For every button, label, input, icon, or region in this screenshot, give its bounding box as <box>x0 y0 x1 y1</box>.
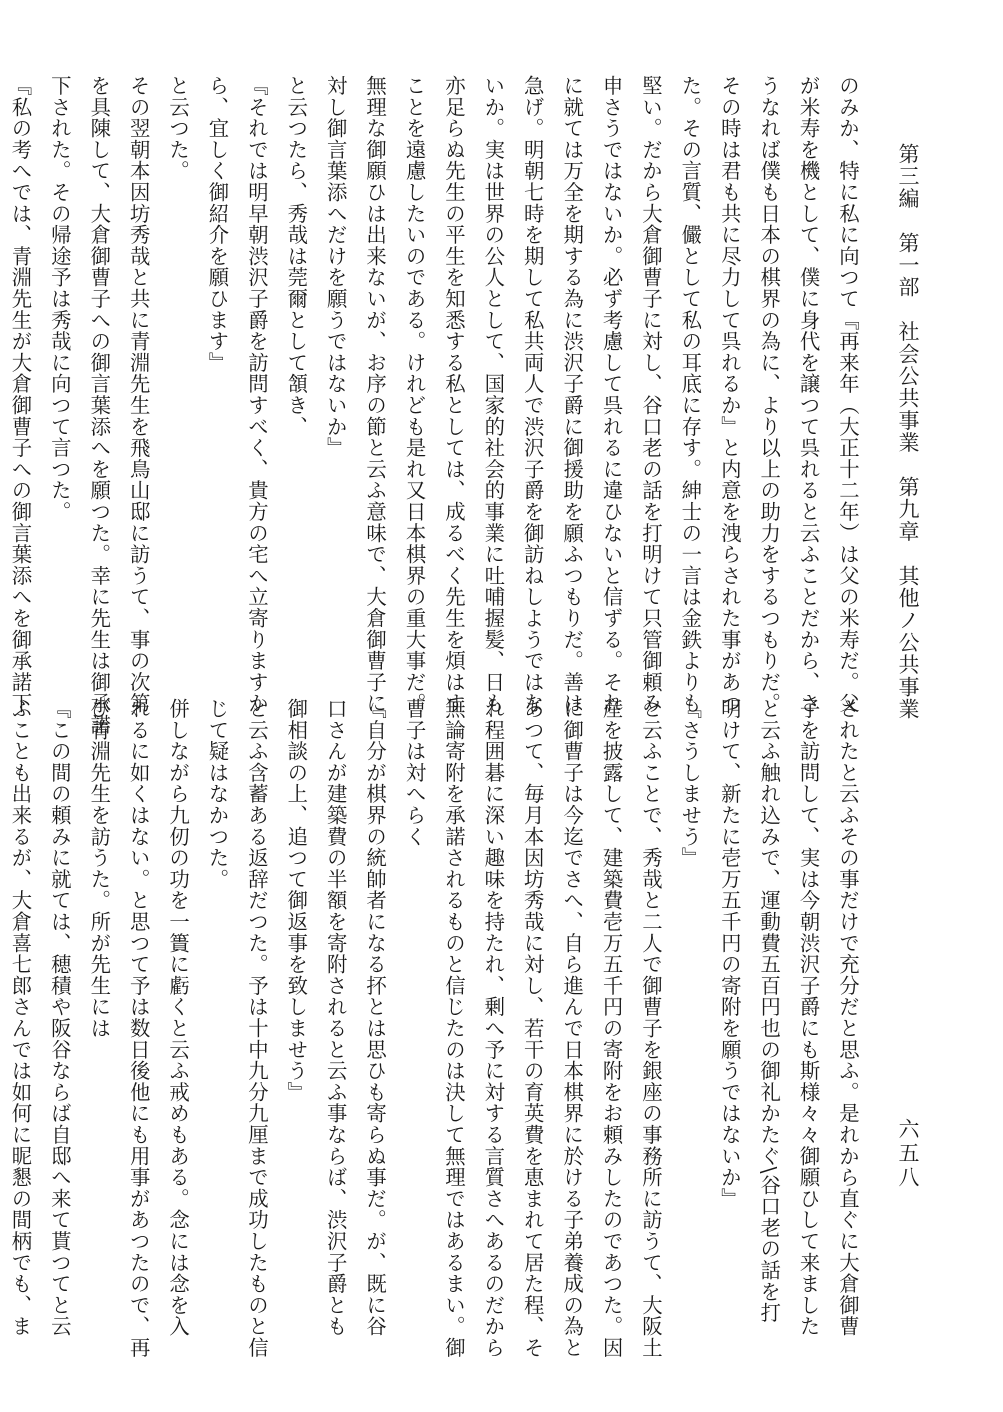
text-line: れ程囲碁に深い趣味を持たれ、剰へ予に対する言質さへあるのだから <box>481 698 506 1359</box>
text-line: 急げ。明朝七時を期して私共両人で渋沢子爵を御訪ねしようではな <box>520 75 545 714</box>
text-line: 曹子は対へらく <box>402 698 427 848</box>
text-line: と云ふ触れ込みで、運動費五百円也の御礼かたぐ\谷口老の話を打 <box>757 698 782 1324</box>
text-line: ら、宜しく御紹介を願ひます』 <box>205 75 230 374</box>
text-line: 亦足らぬ先生の平生を知悉する私としては、成るべく先生を煩はす <box>441 75 466 714</box>
text-line: ことを遠慮したいのである。けれども是れ又日本棋界の重大事だ。 <box>402 75 427 714</box>
text-line: 産を披露して、建築費壱万五千円の寄附をお頼みしたのであつた。因 <box>599 698 624 1359</box>
text-line: に就ては万全を期する為に渋沢子爵に御援助を願ふつもりだ。善は <box>560 75 585 714</box>
text-line: れるに如くはない。と思つて予は数日後他にも用事があつたので、再 <box>126 698 151 1359</box>
text-line: に御曹子は今迄でさへ、自ら進んで日本棋界に於ける子弟養成の為と <box>560 698 585 1359</box>
text-line: び青淵先生を訪うた。所が先生には <box>87 698 112 1039</box>
text-line: と云ふことで、秀哉と二人で御曹子を銀座の事務所に訪うて、大阪土 <box>638 698 663 1359</box>
text-line: うなれば僕も日本の棋界の為に、より以上の助力をするつもりだ。 <box>757 75 782 714</box>
text-line: あつて、毎月本因坊秀哉に対し、若干の育英費を恵まれて居た程、そ <box>520 698 545 1359</box>
text-line: 下された。その帰途予は秀哉に向つて言つた。 <box>47 75 72 523</box>
text-line: いか。実は世界の公人として、国家的社会的事業に吐哺握髪、日も <box>481 75 506 714</box>
text-line: 子を訪問して、実は今朝渋沢子爵にも斯様々々御願ひして来ました <box>796 698 821 1337</box>
text-line: 申さうではないか。必ず考慮して呉れるに違ひないと信ずる。それ <box>599 75 624 714</box>
text-line: 『私の考へでは、青淵先生が大倉御曹子への御言葉添へを御承諾下 <box>8 75 33 714</box>
text-line: のみか、特に私に向つて『再来年（大正十二年）は父の米寿だ。父 <box>836 75 860 714</box>
text-line: されたと云ふその事だけで充分だと思ふ。是れから直ぐに大倉御曹 <box>836 698 860 1337</box>
text-line: と云つたら、秀哉は莞爾として頷き、 <box>284 75 309 438</box>
text-block-lower <box>8 698 867 1359</box>
text-line: 無論寄附を承諾されるものと信じたのは決して無理ではあるまい。御 <box>441 698 466 1359</box>
text-line: 『さうしませう』 <box>678 698 703 869</box>
text-line: が米寿を機として、僕に身代を譲つて呉れると云ふことだから、さ <box>796 75 821 714</box>
running-head: 第三編 第一部 社会公共事業 第九章 其他ノ公共事業 <box>896 143 920 721</box>
text-line: 口さんが建築費の半額を寄附されると云ふ事ならば、渋沢子爵とも <box>323 698 348 1337</box>
text-line: ふことも出来るが、大倉喜七郎さんでは如何に昵懇の間柄でも、ま <box>8 698 33 1337</box>
text-line: 『この間の頼みに就ては、穂積や阪谷ならば自邸へ来て貰つてと云 <box>47 698 72 1337</box>
text-block-upper <box>8 75 867 736</box>
text-line: を具陳して、大倉御曹子への御言葉添へを願つた。幸に先生は御承諾 <box>87 75 112 736</box>
text-line: その翌朝本因坊秀哉と共に青淵先生を飛鳥山邸に訪うて、事の次第 <box>126 75 151 714</box>
text-line: じて疑はなかつた。 <box>205 698 230 890</box>
text-line: と云ふ含蓄ある返辞だつた。予は十中九分九厘まで成功したものと信 <box>244 698 269 1359</box>
text-line: 無理な御願ひは出来ないが、お序の節と云ふ意味で、大倉御曹子に <box>363 75 388 714</box>
page-number: 六五八 <box>896 1118 920 1190</box>
text-line: 御相談の上、追つて御返事を致しませう』 <box>284 698 309 1103</box>
text-line: た。その言質、儼として私の耳底に存す。紳士の一言は金鉄よりも <box>678 75 703 714</box>
text-line: 対し御言葉添へだけを願うではないか』 <box>323 75 348 459</box>
text-line: 明けて、新たに壱万五千円の寄附を願うではないか』 <box>717 698 742 1210</box>
text-line: その時は君も共に尽力して呉れるか』と内意を洩らされた事があつ <box>717 75 742 714</box>
text-line: と云つた。 <box>166 75 191 182</box>
text-line: 堅い。だから大倉御曹子に対し、谷口老の話を打明けて只管御頼み <box>638 75 663 714</box>
text-line: 『それでは明早朝渋沢子爵を訪問すべく、貴方の宅へ立寄りますか <box>244 75 269 714</box>
text-line: 『自分が棋界の統帥者になる抔とは思ひも寄らぬ事だ。が、既に谷 <box>363 698 388 1337</box>
text-line: 併しながら九仞の功を一簣に虧くと云ふ戒めもある。念には念を入 <box>166 698 191 1337</box>
